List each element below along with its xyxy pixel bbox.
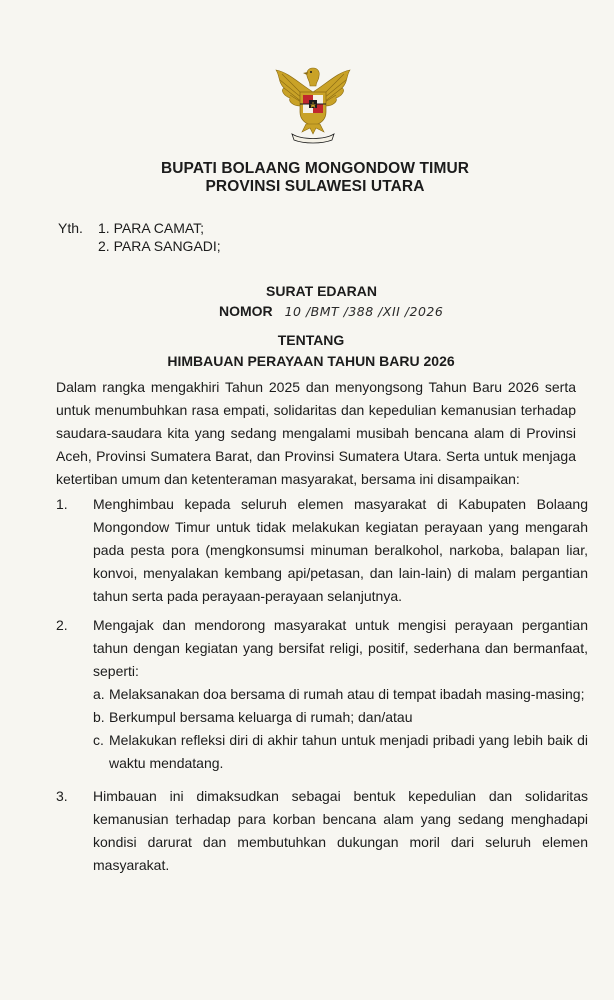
document-subject: HIMBAUAN PERAYAAN TAHUN BARU 2026 [167, 353, 455, 369]
point-number: 3. [56, 788, 68, 804]
point-item [56, 785, 588, 877]
addressee-item: 1. PARA CAMAT; [98, 220, 205, 236]
issuer-province: PROVINSI SULAWESI UTARA [205, 178, 425, 195]
sub-point-text: Melakukan refleksi diri di akhir tahun untuk menjadi pribadi yang lebih baik di waktu mendatang. [109, 732, 588, 771]
issuer-title: BUPATI BOLAANG MONGONDOW TIMUR [160, 160, 470, 177]
document-number-label: NOMOR [219, 303, 273, 319]
intro-paragraph: Dalam rangka mengakhiri Tahun 2025 dan menyongsong Tahun Baru 2026 serta untuk menumbuhkan rasa empati, solidaritas dan kepedulian kemanusian terhadap saudara-saudara kita yang sedang mengalami musibah bencana alam di Provinsi Aceh, Provinsi Sumatera Barat, dan Provinsi Sumatera Utara. Serta untuk menjaga ketertiban umum dan ketenteraman masyarakat, bersama ini disampaikan: [56, 379, 576, 487]
point-text: Himbauan ini dimaksudkan sebagai bentuk kepedulian dan solidaritas kemanusian terhadap para korban bencana alam yang sedang menghadapi kondisi darurat dan membutuhkan dukungan moril dari seluruh elemen masyarakat. [93, 788, 588, 873]
sub-point-text: Berkumpul bersama keluarga di rumah; dan/atau [109, 709, 413, 725]
point-text: Menghimbau kepada seluruh elemen masyarakat di Kabupaten Bolaang Mongondow Timur untuk tidak melakukan kegiatan perayaan yang mengarah pada pesta pora (mengkonsumsi minuman beralkohol, narkoba, balapan liar, konvoi, menyalakan kembang api/petasan, dan lain-lain) di malam pergantian tahun serta pada perayaan-perayaan selanjutnya. [93, 496, 588, 604]
about-label: TENTANG [277, 332, 345, 348]
point-item [56, 493, 588, 608]
document-number [219, 303, 443, 319]
document-number-value: 10 /BMT /388 /XII /2026 [284, 304, 444, 319]
garuda-pancasila-emblem-icon [270, 62, 356, 148]
addressee-list [98, 219, 221, 255]
sub-point-text: Melaksanakan doa bersama di rumah atau di tempat ibadah masing-masing; [109, 686, 585, 702]
point-number: 1. [56, 496, 68, 512]
point-number: 2. [56, 617, 68, 633]
sub-point-letter: c. [93, 732, 104, 748]
point-text: Mengajak dan mendorong masyarakat untuk mengisi perayaan pergantian tahun dengan kegiatan yang bersifat religi, positif, sederhana dan bermanfaat, seperti: [93, 617, 588, 679]
addressee-item: 2. PARA SANGADI; [98, 238, 221, 254]
document-title: SURAT EDARAN [266, 283, 377, 299]
sub-point-letter: a. [93, 686, 105, 702]
sub-point-letter: b. [93, 709, 105, 725]
point-item [56, 614, 588, 775]
addressee-label: Yth. [58, 220, 83, 236]
sub-point-item [93, 729, 588, 775]
sub-point-item [93, 683, 588, 706]
sub-point-item [93, 706, 588, 729]
points-list [56, 493, 588, 877]
